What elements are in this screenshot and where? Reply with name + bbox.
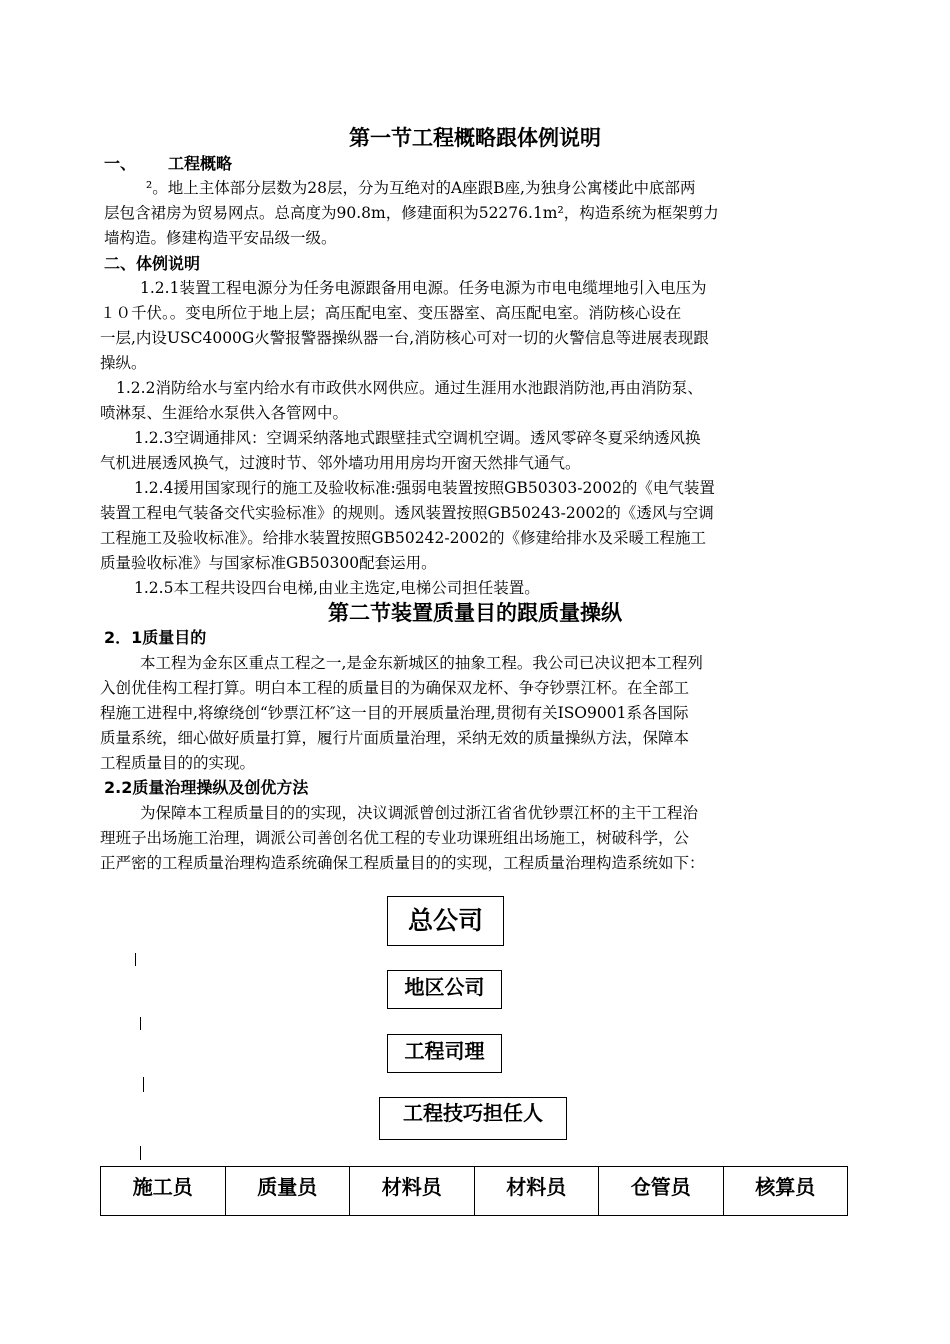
system-line: 1.2.5本工程共设四台电梯,由业主选定,电梯公司担任装置。 (134, 579, 540, 597)
system-line: 操纵。 (100, 354, 147, 372)
org-connector (135, 953, 136, 966)
org-staff-table (100, 1166, 848, 1216)
quality-goal-line: 程施工进程中,将缭绕创“钞票江杯″这一目的开展质量治理,贯彻有关ISO9001系各国际 (100, 704, 689, 722)
quality-goal-line: 质量系统，细心做好质量打算，履行片面质量治理，采纳无效的质量操纵方法，保障本 (100, 729, 690, 747)
system-line: 质量验收标准》与国家标准GB50300配套运用。 (100, 554, 437, 572)
staff-cell: 施工员 (101, 1167, 226, 1216)
org-box-label: 工程技巧担任人 (403, 1101, 543, 1125)
quality-goal-line: 工程质量目的的实现。 (100, 754, 256, 772)
quality-manage-line: 理班子出场施工治理，调派公司善创名优工程的专业功课班组出场施工，树破科学，公 (100, 829, 690, 847)
org-box-regional-company (387, 970, 502, 1009)
overview-heading-number: 一、 (104, 154, 137, 173)
org-connector (143, 1077, 144, 1092)
org-box-project-manager (387, 1034, 502, 1073)
system-line: １０千伏。。变电所位于地上层；高压配电室、变压器室、高压配电室。消防核心设在 (100, 304, 682, 322)
table-row (101, 1167, 848, 1216)
org-connector (140, 1017, 141, 1030)
system-line: 1.2.2消防给水与室内给水有市政供水网供应。通过生涯用水池跟消防池,再由消防泵、 (116, 379, 703, 397)
org-box-label: 工程司理 (404, 1039, 485, 1063)
quality-goal-line: 入创优佳构工程打算。明白本工程的质量目的为确保双龙杯、争夺钞票江杯。在全部工 (100, 679, 690, 697)
system-heading: 二、体例说明 (104, 254, 201, 273)
org-box-head-office (387, 896, 504, 946)
section1-title: 第一节工程概略跟体例说明 (349, 126, 601, 150)
org-box-label: 总公司 (407, 906, 483, 935)
quality-manage-line: 正严密的工程质量治理构造系统确保工程质量目的的实现，工程质量治理构造系统如下： (100, 854, 705, 872)
staff-cell: 质量员 (225, 1167, 350, 1216)
section2-title: 第二节装置质量目的跟质量操纵 (328, 601, 622, 625)
staff-cell: 材料员 (350, 1167, 475, 1216)
quality-manage-line: 为保障本工程质量目的的实现，决议调派曾创过浙江省省优钞票江杯的主干工程治 (140, 804, 699, 822)
staff-cell: 核算员 (723, 1167, 848, 1216)
quality-manage-heading: 2.2质量治理操纵及创优方法 (104, 778, 309, 797)
system-line: 工程施工及验收标准》。给排水装置按照GB50242-2002的《修建给排水及采暖工程施工 (100, 529, 707, 547)
system-line: 1.2.1装置工程电源分为任务电源跟备用电源。任务电源为市电电缆埋地引入电压为 (140, 279, 707, 297)
org-box-label: 地区公司 (404, 975, 485, 999)
quality-goal-heading: 2．1质量目的 (104, 628, 207, 647)
org-connector (140, 1146, 141, 1160)
system-line: 1.2.4援用国家现行的施工及验收标准:强弱电装置按照GB50303-2002的《电气装置 (134, 479, 715, 497)
system-line: 1.2.3空调通排风：空调采纳落地式跟壁挂式空调机空调。透风零碎冬夏采纳透风换 (134, 429, 701, 447)
overview-line: ²。地上主体部分层数为28层，分为互绝对的A座跟B座,为独身公寓楼此中底部两 (146, 179, 696, 197)
system-line: 气机进展透风换气，过渡时节、邻外墙功用用房均开窗天然排气通气。 (100, 454, 581, 472)
overview-line: 层包含裙房为贸易网点。总高度为90.8m，修建面积为52276.1m²，构造系统为框架剪力 (104, 204, 719, 222)
system-line: 装置工程电气装备交代实验标准》的规则。透风装置按照GB50243-2002的《透风与空调 (100, 504, 714, 522)
overview-heading: 工程概略 (168, 154, 233, 173)
system-line: 喷淋泵、生涯给水泵供入各管网中。 (100, 404, 349, 422)
system-line: 一层,内设USC4000G火警报警器操纵器一台,消防核心可对一切的火警信息等进展表现跟 (100, 329, 709, 347)
quality-goal-line: 本工程为金东区重点工程之一,是金东新城区的抽象工程。我公司已决议把本工程列 (140, 654, 703, 672)
staff-cell: 仓管员 (599, 1167, 724, 1216)
org-box-technical-lead (379, 1097, 567, 1140)
overview-line: 墙构造。修建构造平安品级一级。 (104, 229, 337, 247)
staff-cell: 材料员 (474, 1167, 599, 1216)
